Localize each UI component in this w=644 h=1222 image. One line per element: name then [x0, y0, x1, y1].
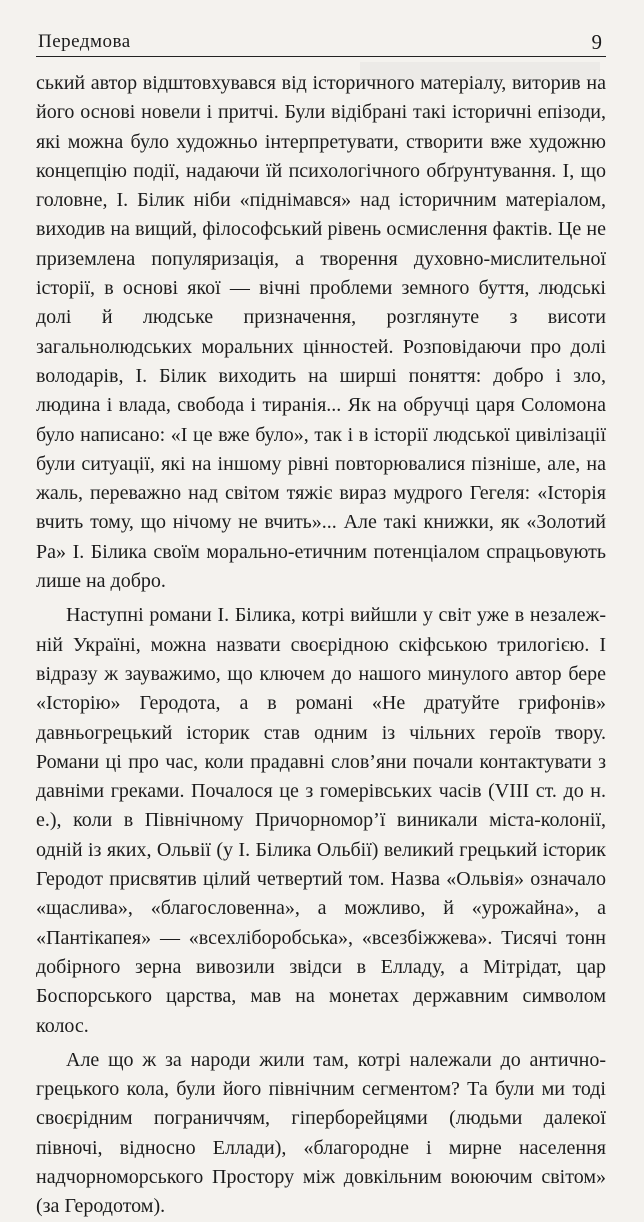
section-title: Передмова	[38, 31, 131, 52]
paragraph-continued: ський автор відштовхувався від історичного матеріалу, виторив на його основі новели і притчі. Були відібрані такі історичні епізоди, які можна було художньо інтерпретувати, створити вже художню концепцію події, надаючи їй психологічного обґрунтування. І, що головне, І. Білик ніби «піднімався» над історичним матеріалом, виходив на вищий, філософський рівень осмислення фактів. Це не приземлена популяризація, а творення духовно-мислительної історії, в основі якої — вічні проблеми земного буття, людські долі й людське призначення, розглянуте з висоти загальнолюдських моральних цінностей. Розповідаючи про долі володарів, І. Білик виходить на ширші поняття: добро і зло, людина і влада, свобода і тиранія... Як на обручці царя Соломона було написано: «І це вже було», так і в історії людської цивілізації були ситуації, які на іншому рівні повторювалися пізніше, але, на жаль, переважно над світом тяжіє вираз мудрого Гегеля: «Історія вчить тому, що нічому не вчить»... Але такі книжки, як «Золотий Ра» І. Білика своїм морально-етичним потенціалом спрацьовують лише на добро.	[36, 72, 606, 593]
paragraph: Наступні романи І. Білика, котрі вийшли у світ уже в незалежній Україні, можна назвати своєрідною скіфською трилогією. І відразу ж зауважимо, що ключем до нашого минулого автор бере «Історію» Геродота, а в романі «Не дратуйте грифонів» давньогрецький історик став одним із чільних героїв твору. Романи ці про час, коли прадавні слов’яни почали контактувати з давніми греками. Почалося це з гомерівських часів (VIII ст. до н. е.), коли в Північному Причорномор’ї виникали міста-колонії, одній із яких, Ольвії (у І. Білика Ольбії) великий грецький історик Геродот присвятив цілий четвертий том. Назва «Ольвія» означало «щаслива», «благословенна», а можливо, й «урожайна», а «Пантікапея» — «всехліборобська», «всезбіжжева». Тисячі тонн добірного зерна вивозили звідси в Елладу, а Мітрідат, цар Боспорського царства, мав на монетах державним символом колос.	[36, 604, 606, 1037]
paragraph: Але що ж за народи жили там, котрі належали до антично-грецького кола, були його північним сегментом? Та були ми тоді своєрідним пограниччям, гіперборейцями (людьми далекої півночі, відносно Еллади), «благородне і мирне населення надчорноморського Простору між довкільним воюючим світом» (за Геродотом).	[36, 1048, 606, 1218]
page-body	[36, 69, 606, 1222]
running-header	[36, 30, 606, 57]
page-number: 9	[591, 30, 602, 54]
